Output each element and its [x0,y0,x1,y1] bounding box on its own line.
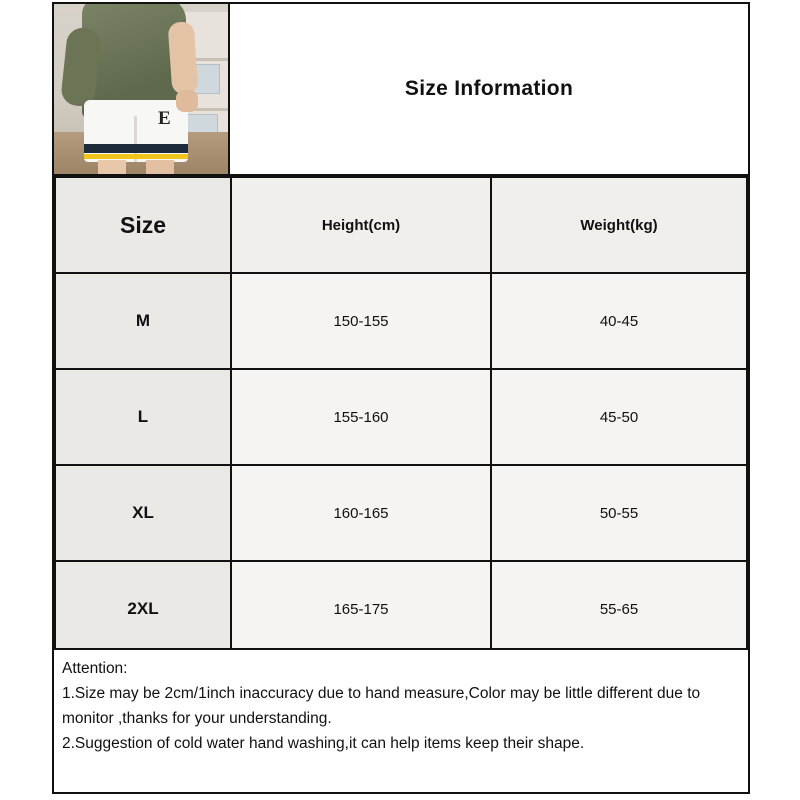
attention-line-2: 2.Suggestion of cold water hand washing,it can help items keep their shape. [62,735,585,752]
photo-model-arm [168,21,199,95]
size-table-head [55,177,747,273]
table-header-row [55,177,747,273]
table-row [55,561,747,657]
size-table [54,176,748,658]
table-row [55,273,747,369]
cell-weight: 45-50 [491,369,747,465]
cell-weight: 50-55 [491,465,747,561]
cell-height: 155-160 [231,369,491,465]
cell-weight: 40-45 [491,273,747,369]
size-table-body [55,273,747,657]
photo-model-hand [176,90,198,112]
table-row [55,369,747,465]
column-header-height: Height(cm) [231,177,491,273]
cell-weight: 55-65 [491,561,747,657]
cell-size: L [55,369,231,465]
attention-line-1: 1.Size may be 2cm/1inch inaccuracy due to hand measure,Color may be little different due to monitor ,thanks for your understanding. [62,685,701,727]
cell-height: 150-155 [231,273,491,369]
cell-size: XL [55,465,231,561]
size-chart-container [52,2,750,660]
cell-height: 165-175 [231,561,491,657]
attention-box [52,648,750,794]
column-header-weight: Weight(kg) [491,177,747,273]
cell-size: 2XL [55,561,231,657]
cell-size: M [55,273,231,369]
photo-model-leg-right [146,160,174,174]
photo-shorts-stripe-accent [84,154,188,159]
column-header-size: Size [55,177,231,273]
photo-shorts-stripe [84,144,188,153]
photo-shorts-logo: E [158,108,171,129]
product-photo [54,4,230,174]
page-title: Size Information [404,77,574,100]
photo-model-leg-left [98,160,126,174]
attention-heading: Attention: [62,660,128,677]
chart-title-cell [230,4,748,174]
cell-height: 160-165 [231,465,491,561]
table-row [55,465,747,561]
chart-header-row [54,4,748,176]
